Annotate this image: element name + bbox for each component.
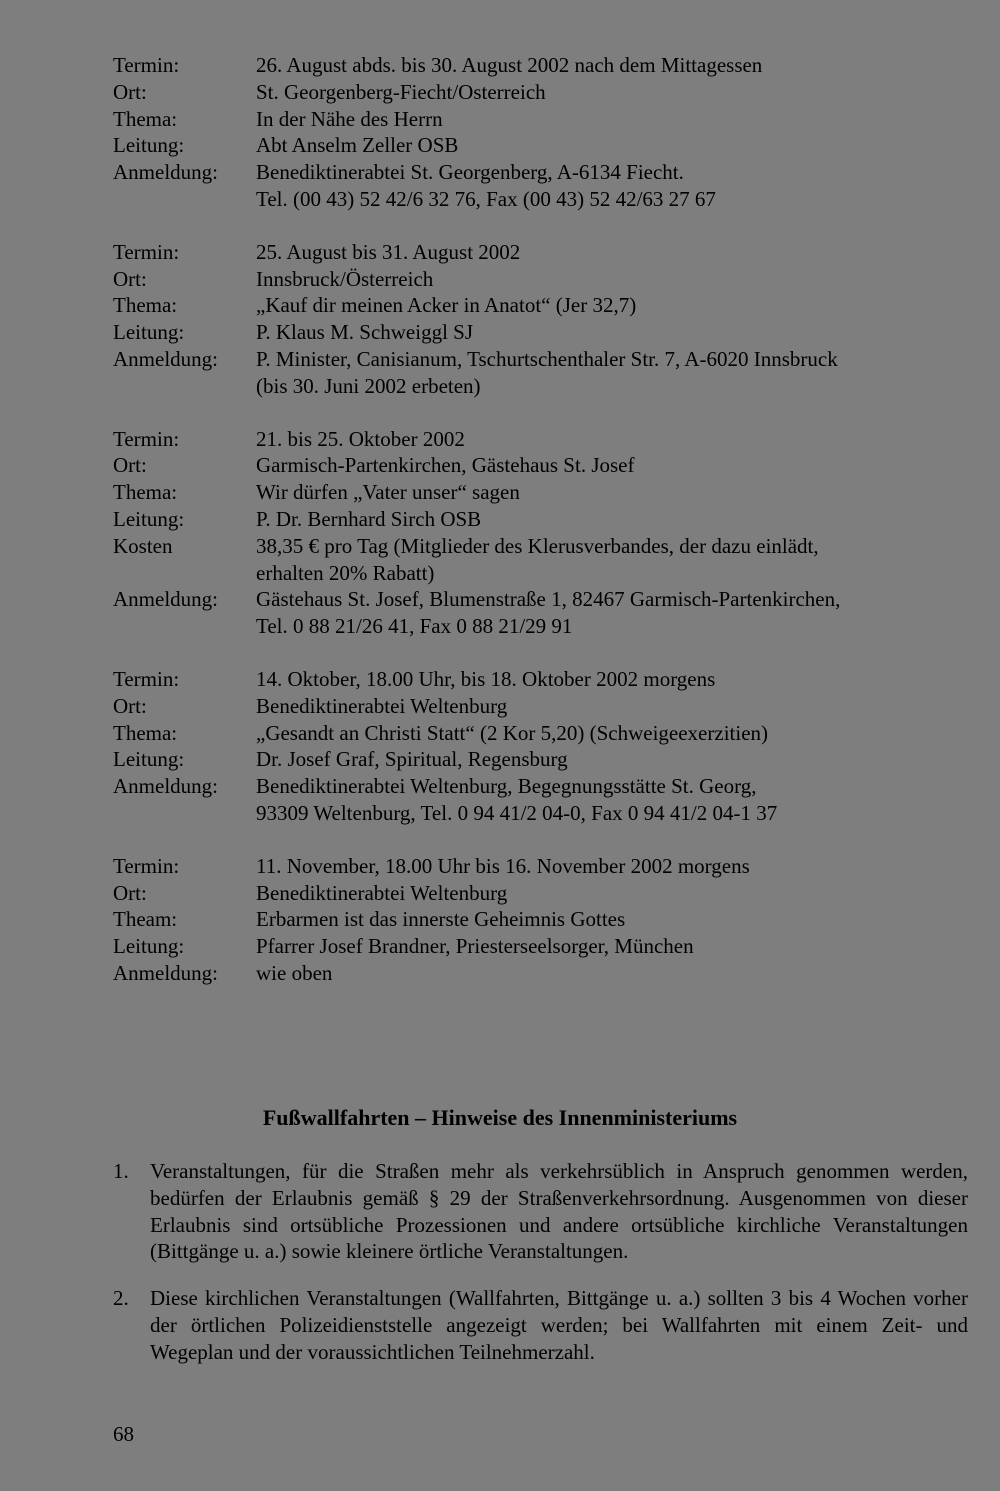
event-label: Kosten (113, 533, 173, 558)
page-number: 68 (113, 1422, 134, 1446)
event-value: Pfarrer Josef Brandner, Priesterseelsorger, München (256, 934, 694, 959)
event-label: Anmeldung: (113, 774, 218, 799)
event-value: wie oben (256, 960, 333, 985)
event-label: Termin: (113, 853, 180, 878)
event-label: Thema: (113, 293, 178, 318)
event-entry (113, 426, 968, 640)
event-entry (113, 239, 968, 400)
list-item (113, 1285, 968, 1365)
event-value: 21. bis 25. Oktober 2002 (256, 426, 465, 451)
event-label: Leitung: (113, 320, 185, 345)
event-label: Termin: (113, 426, 180, 451)
event-value: Benediktinerabtei St. Georgenberg, A-6134 Fiecht. Tel. (00 43) 52 42/6 32 76, Fax (00 43) 52 42/63 27 67 (256, 160, 716, 211)
event-value: „Gesandt an Christi Statt“ (2 Kor 5,20) (Schweigeexerzitien) (256, 720, 769, 745)
event-value: Abt Anselm Zeller OSB (256, 133, 459, 158)
event-value: P. Klaus M. Schweiggl SJ (256, 320, 474, 345)
event-label: Anmeldung: (113, 960, 218, 985)
event-label: Ort: (113, 79, 147, 104)
list-item-text: Veranstaltungen, für die Straßen mehr als verkehrsüblich in Anspruch genommen werden, bedürfen der Erlaubnis gemäß § 29 der Straßenverkehrsordnung. Ausgenommen von dieser Erlaubnis sind ortsübliche Prozessionen und andere ortsübliche kirchliche Veranstaltungen (Bittgänge u. a.) sowie kleinere örtliche Veranstaltungen. (150, 1159, 968, 1264)
list-item-text: Diese kirchlichen Veranstaltungen (Wallfahrten, Bittgänge u. a.) sollten 3 bis 4 Wochen vorher der örtlichen Polizeidienststelle angezeigt werden; bei Wallfahrten mit einem Zeit- und Wegeplan und der voraussichtlichen Teilnehmerzahl. (150, 1286, 968, 1364)
event-label: Termin: (113, 53, 180, 77)
event-label: Leitung: (113, 934, 185, 959)
event-label: Thema: (113, 720, 178, 745)
event-label: Termin: (113, 239, 180, 264)
event-value: Gästehaus St. Josef, Blumenstraße 1, 82467 Garmisch-Partenkirchen, Tel. 0 88 21/26 41, Fax 0 88 21/29 91 (256, 587, 841, 639)
event-label: Anmeldung: (113, 160, 218, 185)
event-value: 14. Oktober, 18.00 Uhr, bis 18. Oktober 2002 morgens (256, 666, 716, 691)
event-value: Innsbruck/Österreich (256, 266, 434, 291)
notes-list (113, 1158, 968, 1386)
event-value: Dr. Josef Graf, Spiritual, Regensburg (256, 747, 568, 772)
event-label: Leitung: (113, 506, 185, 531)
event-value: Garmisch-Partenkirchen, Gästehaus St. Josef (256, 453, 635, 478)
event-label: Anmeldung: (113, 587, 218, 612)
event-value: Benediktinerabtei Weltenburg (256, 880, 508, 905)
event-label: Thema: (113, 106, 178, 131)
event-value: 26. August abds. bis 30. August 2002 nach dem Mittagessen (256, 53, 763, 77)
event-value: 38,35 € pro Tag (Mitglieder des Klerusverbandes, der dazu einlädt, erhalten 20% Rabatt) (256, 533, 819, 585)
event-label: Ort: (113, 453, 147, 478)
section-title: Fußwallfahrten – Hinweise des Innenministeriums (262, 1105, 738, 1130)
event-value: P. Dr. Bernhard Sirch OSB (256, 506, 482, 531)
event-value: 25. August bis 31. August 2002 (256, 239, 521, 264)
event-value: Erbarmen ist das innerste Geheimnis Gottes (256, 907, 626, 932)
event-value: „Kauf dir meinen Acker in Anatot“ (Jer 32,7) (256, 293, 637, 318)
event-value: St. Georgenberg-Fiecht/Osterreich (256, 79, 546, 104)
event-value: 11. November, 18.00 Uhr bis 16. November 2002 morgens (256, 853, 750, 878)
event-label: Thema: (113, 480, 178, 505)
event-value: Wir dürfen „Vater unser“ sagen (256, 480, 520, 505)
event-value: In der Nähe des Herrn (256, 106, 443, 131)
event-label: Leitung: (113, 747, 185, 772)
events-list (113, 52, 968, 1013)
event-label: Ort: (113, 266, 147, 291)
event-label: Ort: (113, 693, 147, 718)
event-value: Benediktinerabtei Weltenburg, Begegnungsstätte St. Georg, 93309 Weltenburg, Tel. 0 94 41/2 04-0, Fax 0 94 41/2 04-1 37 (256, 774, 778, 825)
event-label: Anmeldung: (113, 346, 218, 371)
event-value: Benediktinerabtei Weltenburg (256, 693, 508, 718)
event-label: Ort: (113, 880, 147, 905)
event-label: Leitung: (113, 133, 185, 158)
list-item-number: 1. (113, 1159, 129, 1183)
event-entry (113, 666, 968, 827)
event-entry (113, 52, 968, 213)
list-item (113, 1158, 968, 1265)
event-value: P. Minister, Canisianum, Tschurtschenthaler Str. 7, A-6020 Innsbruck (bis 30. Juni 2002 erbeten) (256, 346, 838, 398)
event-label: Termin: (113, 666, 180, 691)
event-label: Theam: (113, 907, 178, 932)
list-item-number: 2. (113, 1286, 129, 1311)
event-entry (113, 853, 968, 987)
